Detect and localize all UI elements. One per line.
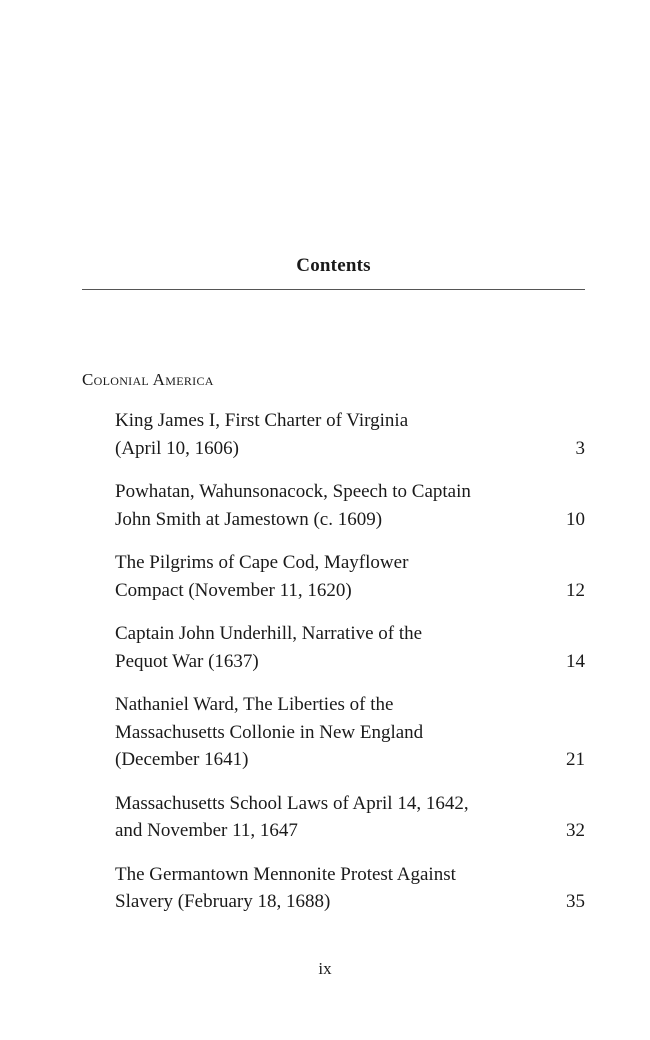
entry-line: and November 11, 1647 bbox=[115, 820, 298, 841]
entry-line: Captain John Underhill, Narrative of the bbox=[115, 623, 423, 644]
entry-line: John Smith at Jamestown (c. 1609) bbox=[115, 508, 383, 530]
page-folio: ix bbox=[318, 959, 332, 978]
entry-title bbox=[115, 549, 525, 604]
entry-title bbox=[115, 478, 525, 533]
entry-line: Slavery (February 18, 1688) bbox=[115, 891, 331, 912]
contents-title: Contents bbox=[296, 255, 371, 276]
entry-line: Powhatan, Wahunsonacock, Speech to Captain bbox=[115, 481, 471, 502]
toc-entry[interactable] bbox=[115, 620, 585, 675]
entry-title bbox=[115, 620, 525, 675]
entry-line: Nathaniel Ward, The Liberties of the bbox=[115, 694, 394, 715]
entry-title bbox=[115, 407, 525, 462]
toc-entry[interactable] bbox=[115, 691, 585, 774]
entry-line: (April 10, 1606) bbox=[115, 437, 240, 459]
entry-line: Pequot War (1637) bbox=[115, 650, 259, 672]
entry-line: Massachusetts Collonie in New England bbox=[115, 721, 424, 743]
entry-page-number: 3 bbox=[575, 437, 585, 459]
entry-title bbox=[115, 691, 525, 774]
entry-line: The Germantown Mennonite Protest Against bbox=[115, 863, 456, 885]
entry-line: Compact (November 11, 1620) bbox=[115, 579, 352, 601]
entry-page-number: 21 bbox=[566, 749, 585, 770]
entry-page-number: 32 bbox=[566, 820, 585, 841]
entry-page-number: 12 bbox=[566, 579, 585, 601]
entry-title bbox=[115, 861, 525, 916]
entry-title bbox=[115, 790, 525, 845]
toc-entry[interactable] bbox=[115, 790, 585, 845]
entry-page-number: 14 bbox=[566, 650, 585, 672]
toc-entry[interactable] bbox=[115, 549, 585, 604]
toc-entry[interactable] bbox=[115, 861, 585, 916]
toc-entry[interactable] bbox=[115, 407, 585, 462]
entry-page-number: 35 bbox=[566, 891, 585, 912]
title-rule bbox=[82, 289, 585, 290]
entry-line: King James I, First Charter of Virginia bbox=[115, 410, 409, 431]
toc-entry[interactable] bbox=[115, 478, 585, 533]
entry-line: Massachusetts School Laws of April 14, 1642, bbox=[115, 792, 469, 814]
entry-page-number: 10 bbox=[566, 508, 585, 530]
entry-line: The Pilgrims of Cape Cod, Mayflower bbox=[115, 552, 409, 573]
toc-entries bbox=[115, 407, 585, 932]
section-heading: Colonial America bbox=[82, 370, 214, 389]
entry-line: (December 1641) bbox=[115, 749, 249, 770]
